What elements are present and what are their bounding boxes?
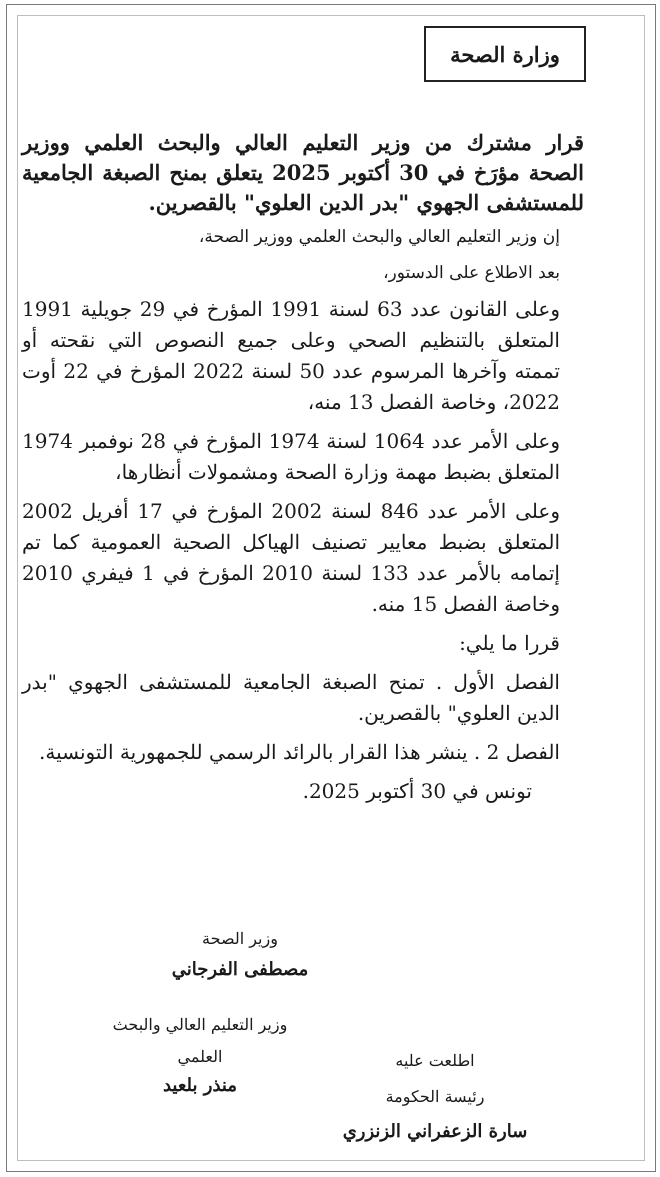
higher-ed-minister-title-1: وزير التعليم العالي والبحث: [112, 1015, 288, 1034]
higher-ed-minister-title-2: العلمي: [177, 1047, 223, 1066]
health-minister-signature: [150, 928, 330, 982]
article-2: الفصل 2 . ينشر هذا القرار بالرائد الرسمي للجمهورية التونسية.: [39, 740, 560, 764]
decree-body: [22, 128, 584, 806]
order-1974-reference: وعلى الأمر عدد 1064 لسنة 1974 المؤرخ في 28 نوفمبر 1974 المتعلق بضبط مهمة وزارة الصحة ومشمولات أنظارها،: [22, 429, 560, 484]
head-of-government-name: سارة الزعفراني الزنزري: [342, 1121, 528, 1142]
health-minister-title: وزير الصحة: [202, 929, 278, 948]
decree-title: قرار مشترك من وزير التعليم العالي والبحث العلمي ووزير الصحة مؤرَخ في 30 أكتوبر 2025 يتعلق بمنح الصبغة الجامعية للمستشفى الجهوي "بدر الدين العلوي" بالقصرين.: [22, 130, 584, 215]
higher-ed-minister-signature: [90, 1014, 310, 1098]
decree-date: تونس في 30 أكتوبر 2025.: [302, 779, 532, 803]
seen-by-label: اطلعت عليه: [395, 1051, 475, 1070]
law-1991-reference: وعلى القانون عدد 63 لسنة 1991 المؤرخ في 29 جويلية 1991 المتعلق بالتنظيم الصحي وعلى جميع النصوص التي نقحته أو تممته وآخرها المرسوم عدد 50 لسنة 2022 المؤرخ في 22 أوت 2022، وخاصة الفصل 13 منه،: [22, 297, 560, 414]
head-of-government-title: رئيسة الحكومة: [385, 1087, 485, 1106]
decided-heading: قررا ما يلي:: [459, 631, 560, 655]
order-2002-reference: وعلى الأمر عدد 846 لسنة 2002 المؤرخ في 17 أفريل 2002 المتعلق بضبط معايير تصنيف الهياكل الصحية العمومية كما تم إتمامه بالأمر عدد 133 لسنة 2010 المؤرخ في 1 فيفري 2010 وخاصة الفصل 15 منه.: [22, 499, 560, 616]
higher-ed-minister-name: منذر بلعيد: [162, 1075, 237, 1096]
constitution-reference: بعد الاطلاع على الدستور،: [383, 263, 560, 283]
preamble: إن وزير التعليم العالي والبحث العلمي ووزير الصحة،: [198, 227, 560, 247]
health-minister-name: مصطفى الفرجاني: [171, 959, 309, 980]
ministry-name: وزارة الصحة: [450, 41, 560, 67]
ministry-header-box: [424, 26, 586, 82]
head-of-government-signature: [330, 1050, 540, 1144]
article-1: الفصل الأول . تمنح الصبغة الجامعية للمستشفى الجهوي "بدر الدين العلوي" بالقصرين.: [22, 670, 560, 725]
